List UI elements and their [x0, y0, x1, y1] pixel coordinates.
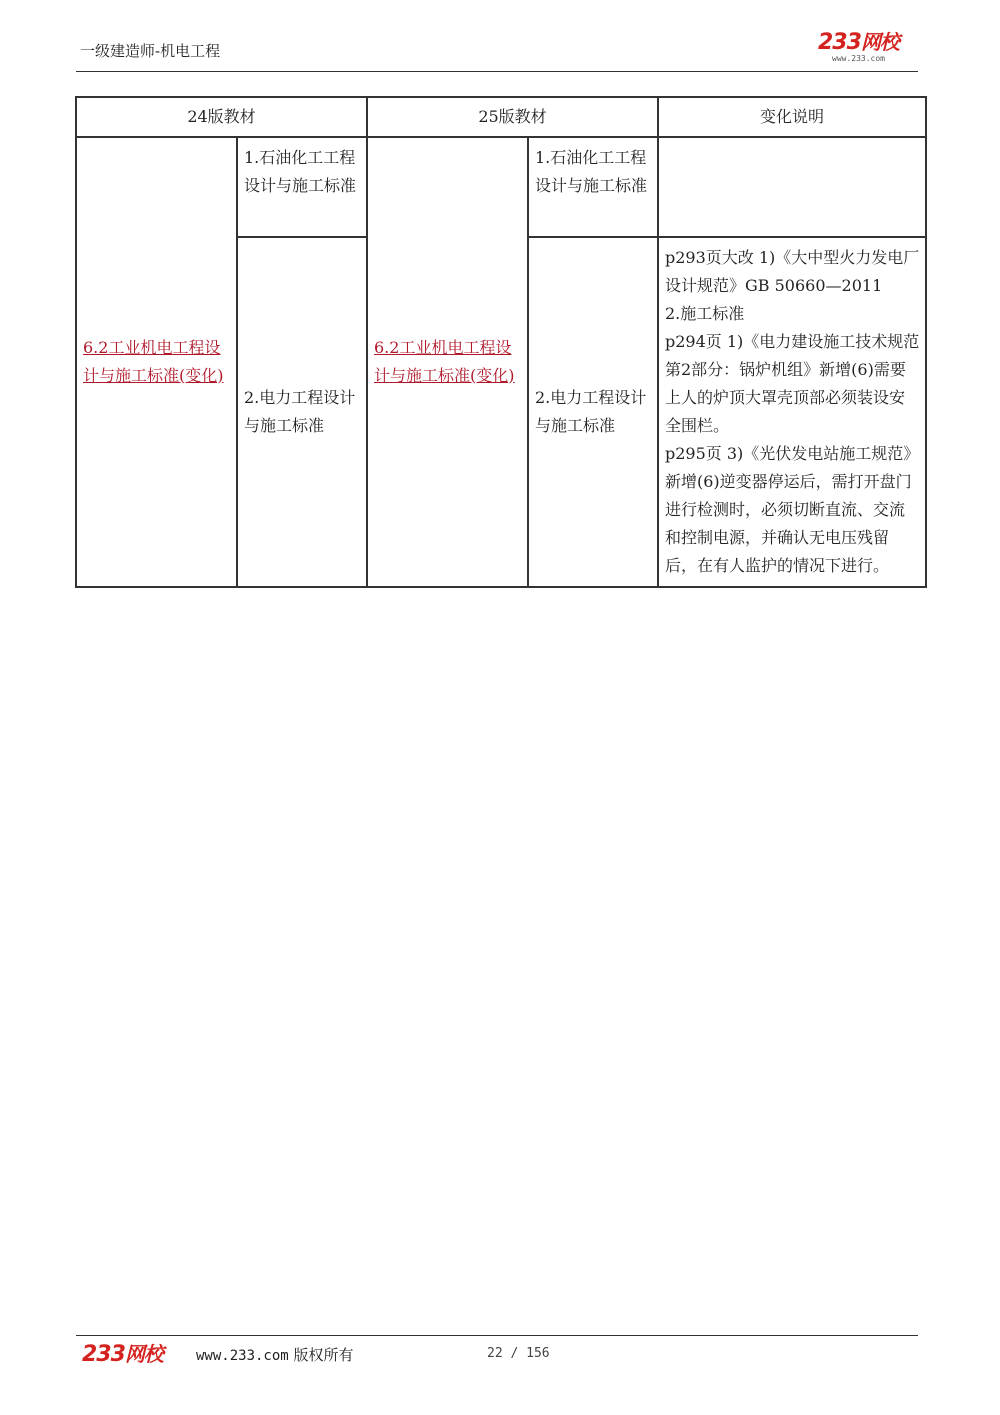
- subsection-cell-25: 2.电力工程设计与施工标准: [528, 237, 658, 587]
- footer-copyright: [196, 1344, 354, 1365]
- footer-brand-logo: 233网校: [82, 1342, 163, 1367]
- page-number: [487, 1346, 550, 1361]
- footer-copyright-text: 版权所有: [293, 1346, 354, 1364]
- change-note-line: p295页 3)《光伏发电站施工规范》新增(6)逆变器停运后，需打开盘门进行检测时，必须切断直流、交流和控制电源，并确认无电压残留后，在有人监护的情况下进行。: [665, 444, 920, 575]
- table-header-row: [76, 97, 926, 137]
- change-note-cell: [658, 137, 926, 237]
- column-header-24: 24版教材: [76, 97, 367, 137]
- brand-logo-mark: 233网校: [818, 30, 899, 55]
- column-header-25: 25版教材: [367, 97, 658, 137]
- footer-divider: [76, 1335, 918, 1336]
- document-header-title: 一级建造师-机电工程: [80, 42, 221, 60]
- header-divider: [76, 71, 918, 72]
- page-separator: /: [510, 1346, 519, 1361]
- subsection-cell-24: 2.电力工程设计与施工标准: [237, 237, 367, 587]
- change-note-line: p293页大改 1)《大中型火力发电厂设计规范》GB 50660—2011: [665, 248, 920, 295]
- footer-site-url: www.233.com: [196, 1348, 289, 1364]
- subsection-cell-25: 1.石油化工工程设计与施工标准: [528, 137, 658, 237]
- change-note-cell: [658, 237, 926, 587]
- section-cell-24: [76, 137, 237, 587]
- page-current: 22: [487, 1346, 503, 1361]
- section-cell-25: [367, 137, 528, 587]
- brand-logo-url: www.233.com: [832, 54, 885, 63]
- section-link-24[interactable]: 6.2工业机电工程设计与施工标准(变化): [83, 338, 224, 385]
- brand-logo: [818, 30, 918, 64]
- subsection-cell-24: 1.石油化工工程设计与施工标准: [237, 137, 367, 237]
- change-note-line: 2.施工标准: [665, 304, 745, 323]
- column-header-changes: 变化说明: [658, 97, 926, 137]
- table-row: [76, 137, 926, 237]
- section-link-25[interactable]: 6.2工业机电工程设计与施工标准(变化): [374, 338, 515, 385]
- comparison-table: [75, 96, 927, 588]
- change-note-line: p294页 1)《电力建设施工技术规范第2部分：锅炉机组》新增(6)需要上人的炉顶大罩壳顶部必须装设安全围栏。: [665, 332, 920, 435]
- page-total: 156: [526, 1346, 550, 1361]
